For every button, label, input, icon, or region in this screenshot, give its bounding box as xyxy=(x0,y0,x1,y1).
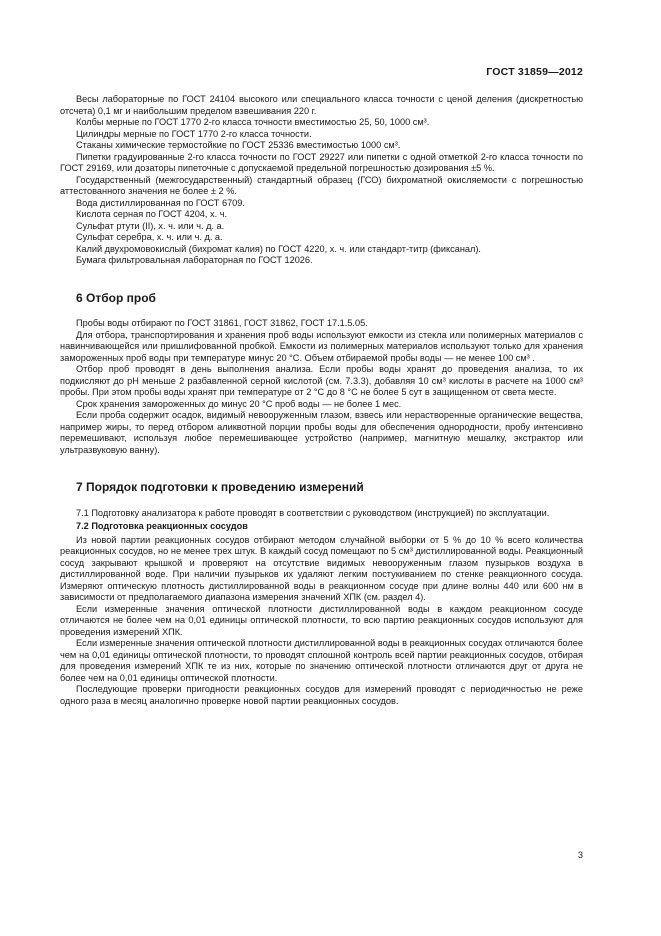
subsection-7-2-heading: 7.2 Подготовка реакционных сосудов xyxy=(76,521,248,531)
page-number: 3 xyxy=(577,850,583,860)
paragraph: Если проба содержит осадок, видимый невооруженным глазом, взвесь или нерастворенные органические вещества, например жиры, то перед отбором аликвотной порции пробы воды для обеспечения однородности, пробу интенсивно перемешивают, используя любое перемешивающее устройство (например, магнитную мешалку, экстрактор или ультразвуковую ванну). xyxy=(60,410,583,455)
paragraph: Отбор проб проводят в день выполнения анализа. Если пробы воды хранят до проведения анализа, то их подкисляют до pH меньше 2 разбавленной серной кислотой (см. 7.3.3), добавляя 10 см³ кислоты в расчете на 1000 см³ пробы. При этом пробы воды хранят при температуре от 2 °С до 8 °С не более 5 сут в защищенном от света месте. xyxy=(60,364,583,397)
paragraph-7-1: 7.1 Подготовку анализатора к работе проводят в соответствии с руководством (инструкцией) по эксплуатации. xyxy=(76,507,550,518)
list-item: Государственный (межгосударственный) стандартный образец (ГСО) бихроматной окисляемости с погрешностью аттестованного значения не более ± 2 %. xyxy=(60,174,583,196)
list-item: Весы лабораторные по ГОСТ 24104 высокого или специального класса точности с ценой деления (дискретностью отсчета) 0,1 мг и наибольшим пределом взвешивания 220 г. xyxy=(60,94,583,116)
equipment-list xyxy=(60,94,583,267)
paragraph: Срок хранения замороженных до минус 20 °С проб воды — не более 1 мес. xyxy=(76,398,402,409)
paragraph: Последующие проверки пригодности реакционных сосудов для измерений проводят с периодичностью не реже одного раза в месяц аналогично проверке новой партии реакционных сосудов. xyxy=(60,684,583,706)
list-item: Колбы мерные по ГОСТ 1770 2-го класса точности вместимостью 25, 50, 1000 см³. xyxy=(76,117,430,127)
paragraph: Если измеренные значения оптической плотности дистиллированной воды в реакционных сосудах отличаются более чем на 0,01 единицы оптической плотности, то проводят сплошной контроль всей партии реакционных сосудов, отбирая для проведения измерений ХПК те из них, которые по значению оптической плотности отличаются друг от друга не более чем на 0,01 единицы оптической плотности. xyxy=(60,638,583,683)
list-item: Пипетки градуированные 2-го класса точности по ГОСТ 29227 или пипетки с одной отметкой 2-го класса точности по ГОСТ 29169, или дозаторы пипеточные с допускаемой предельной погрешностью дозирования ±5 %. xyxy=(60,151,583,173)
section-6-body xyxy=(60,318,583,456)
section-7-heading: 7 Порядок подготовки к проведению измерений xyxy=(76,480,364,494)
list-item: Кислота серная по ГОСТ 4204, х. ч. xyxy=(76,209,228,219)
document-id-header: ГОСТ 31859—2012 xyxy=(486,66,583,78)
paragraph: Из новой партии реакционных сосудов отбирают методом случайной выборки от 5 % до 10 % всего количества реакционных сосудов, но не менее трех штук. В каждый сосуд помещают по 5 см³ дистиллированной воды. Реакционный сосуд закрывают крышкой и проверяют на отсутствие видимых невооруженным глазом пузырьков воздуха в дистиллированной воде. При наличии пузырьков их удаляют легким постукиванием по стенке реакционного сосуда. Измеряют оптическую плотность дистиллированной воды в реакционном сосуде при длине волны 440 или 600 нм в зависимости от предполагаемого диапазона измерения значений ХПК (см. раздел 4). xyxy=(60,534,583,602)
paragraph: Пробы воды отбирают по ГОСТ 31861, ГОСТ 31862, ГОСТ 17.1.5.05. xyxy=(76,318,368,328)
list-item: Калий двухромовокислый (бихромат калия) по ГОСТ 4220, х. ч. или стандарт-титр (фиксанал). xyxy=(76,243,481,254)
paragraph: Если измеренные значения оптической плотности дистиллированной воды в каждом реакционном сосуде отличаются не более чем на 0,01 единицы оптической плотности, то всю партию реакционных сосудов используют для проведения измерений ХПК. xyxy=(60,603,583,637)
list-item: Стаканы химические термостойкие по ГОСТ 25336 вместимостью 1000 см³. xyxy=(76,140,401,150)
list-item: Бумага фильтровальная лабораторная по ГОСТ 12026. xyxy=(76,255,313,265)
list-item: Сульфат серебра, х. ч. или ч. д. а. xyxy=(76,232,223,242)
list-item: Вода дистиллированная по ГОСТ 6709. xyxy=(76,197,245,208)
paragraph: Для отбора, транспортирования и хранения проб воды используют емкости из стекла или полимерных материалов с навинчивающейся или пришлифованной пробкой. Емкости из полимерных материалов используют только для хранения замороженных проб воды при температуре минус 20 °С. Объем отбираемой пробы воды — не менее 100 см³ . xyxy=(60,329,583,363)
list-item: Сульфат ртути (II), х. ч. или ч. д. а. xyxy=(76,220,225,231)
section-7-body xyxy=(60,508,583,708)
list-item: Цилиндры мерные по ГОСТ 1770 2-го класса точности. xyxy=(76,128,312,139)
document-body xyxy=(60,94,583,707)
section-6-heading: 6 Отбор проб xyxy=(76,290,156,305)
